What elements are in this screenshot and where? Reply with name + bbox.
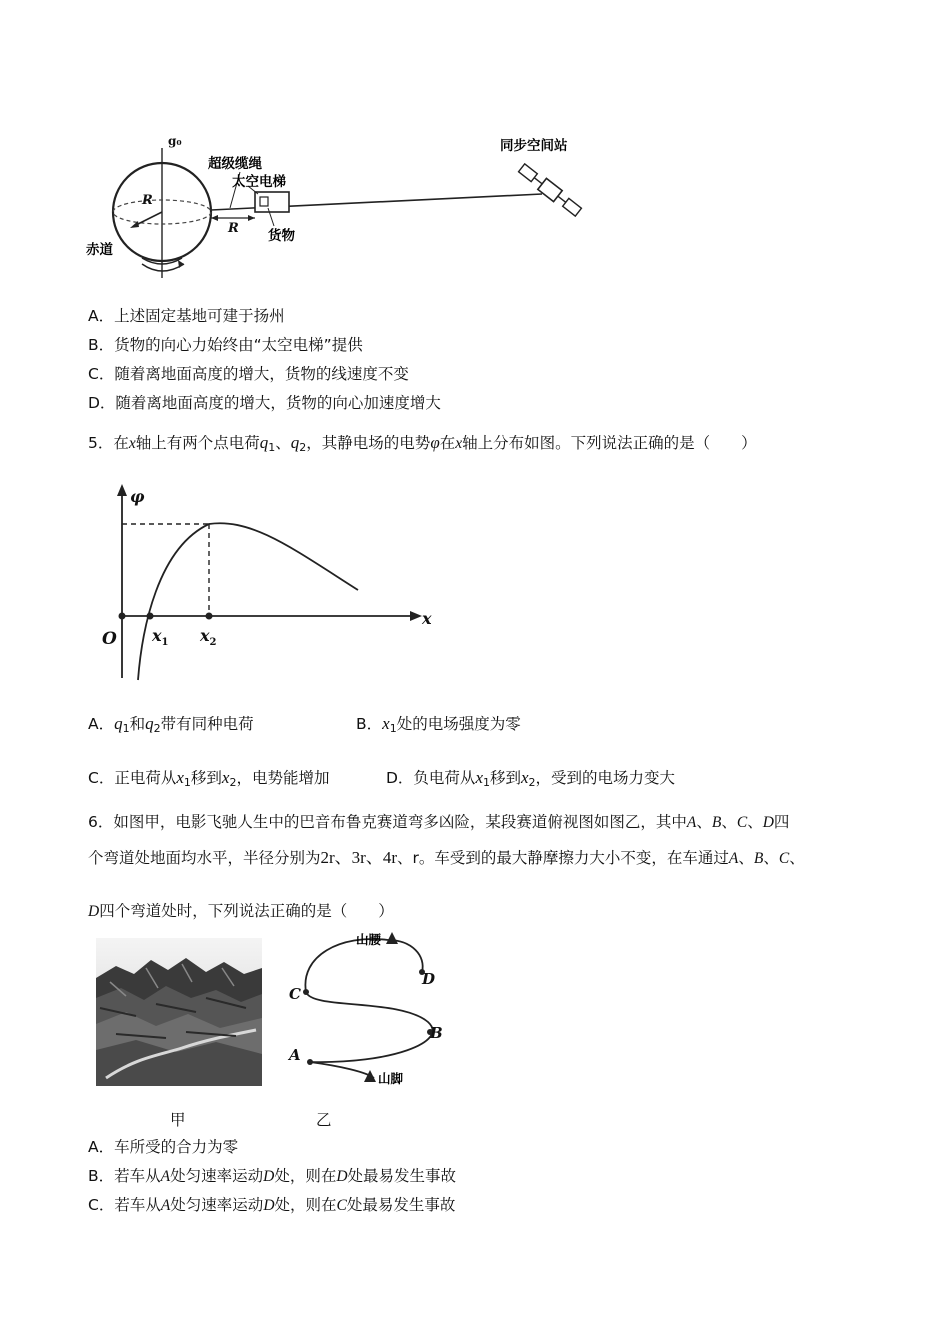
potential-curve [138,523,358,680]
figure-yi-caption: 乙 [316,1111,332,1129]
q4-option-a: A．上述固定基地可建于扬州 [88,307,285,325]
q5-question: 5．在x轴上有两个点电荷$q_1$、$q_2$，其静电场的电势φ在x轴上分布如图。下列说法正确的是（ ） [88,433,757,454]
phi-axis-label: φ [130,487,145,506]
q5-option-c: C．正电荷从$x_1$移到$x_2$，电势能增加 [88,768,330,789]
cargo-label: 货物 [268,228,295,244]
x-axis-arrow [410,611,422,621]
origin-label: O [102,629,117,649]
elevator-label: 太空电梯 [232,174,286,190]
mountain-photo [96,938,262,1086]
origin-point [119,613,126,620]
x2-point [206,613,213,620]
x1-point [147,613,154,620]
shanjiao-triangle [364,1070,376,1082]
x-axis-label: x [422,609,432,628]
x1-label: $x_1$ [152,626,169,648]
q4-option-c: C．随着离地面高度的增大，货物的线速度不变 [88,365,409,383]
q6-line-3: D四个弯道处时，下列说法正确的是（ ） [88,902,394,920]
q6-option-c: C．若车从A处匀速率运动D处，则在C处最易发生事故 [88,1196,456,1214]
track-a-tail [310,1062,374,1078]
distance-arrow-right [248,215,255,221]
point-a [307,1059,313,1065]
figure-jia-caption: 甲 [170,1111,186,1129]
y-axis-arrow [117,484,127,496]
shanyao-triangle [386,932,398,944]
rotation-arc-2 [142,264,184,271]
station-label: 同步空间站 [500,138,568,154]
q6-line-1: 6．如图甲，电影飞驰人生中的巴音布鲁克赛道弯多凶险，某段赛道俯视图如图乙，其中A、B、C、D四 [88,813,790,831]
potential-graph [92,478,442,688]
x2-label: $x_2$ [200,626,217,648]
shanyao-label: 山腰 [356,932,382,947]
q4-option-b: B．货物的向心力始终由“太空电梯”提供 [88,336,363,354]
distance-label: R [228,221,239,236]
rotation-arrowhead [178,260,184,268]
distance-arrow-left [211,215,218,221]
q6-line-2: 个弯道处地面均水平，半径分别为2r、3r、4r、r。车受到的最大静摩擦力大小不变，在车通过A、B、C、 [88,848,805,867]
q6-option-a: A．车所受的合力为零 [88,1138,239,1156]
cable-label: 超级缆绳 [208,156,262,172]
space-elevator-figure [80,128,600,288]
shanjiao-label: 山脚 [378,1071,404,1086]
satellite [517,162,582,217]
label-c: C [289,985,301,1003]
q5-option-b: B．$x_1$处的电场强度为零 [356,714,521,735]
radius-label: R [142,193,153,208]
q5-option-a: A．$q_1$和$q_2$带有同种电荷 [88,714,254,735]
q4-option-d: D．随着离地面高度的增大，货物的向心加速度增大 [88,394,441,412]
label-a: A [289,1046,301,1064]
track-d-curve [388,940,423,972]
track-diagram [280,926,460,1092]
q5-option-d: D．负电荷从$x_1$移到$x_2$，受到的电场力变大 [386,768,676,789]
label-d: D [422,970,436,988]
q6-option-b: B．若车从A处匀速率运动D处，则在D处最易发生事故 [88,1167,457,1185]
label-b: B [430,1024,443,1042]
point-c [303,989,309,995]
track-outer [305,939,432,1062]
equator-label: 赤道 [86,242,113,258]
g0-label: g₀ [168,134,182,148]
